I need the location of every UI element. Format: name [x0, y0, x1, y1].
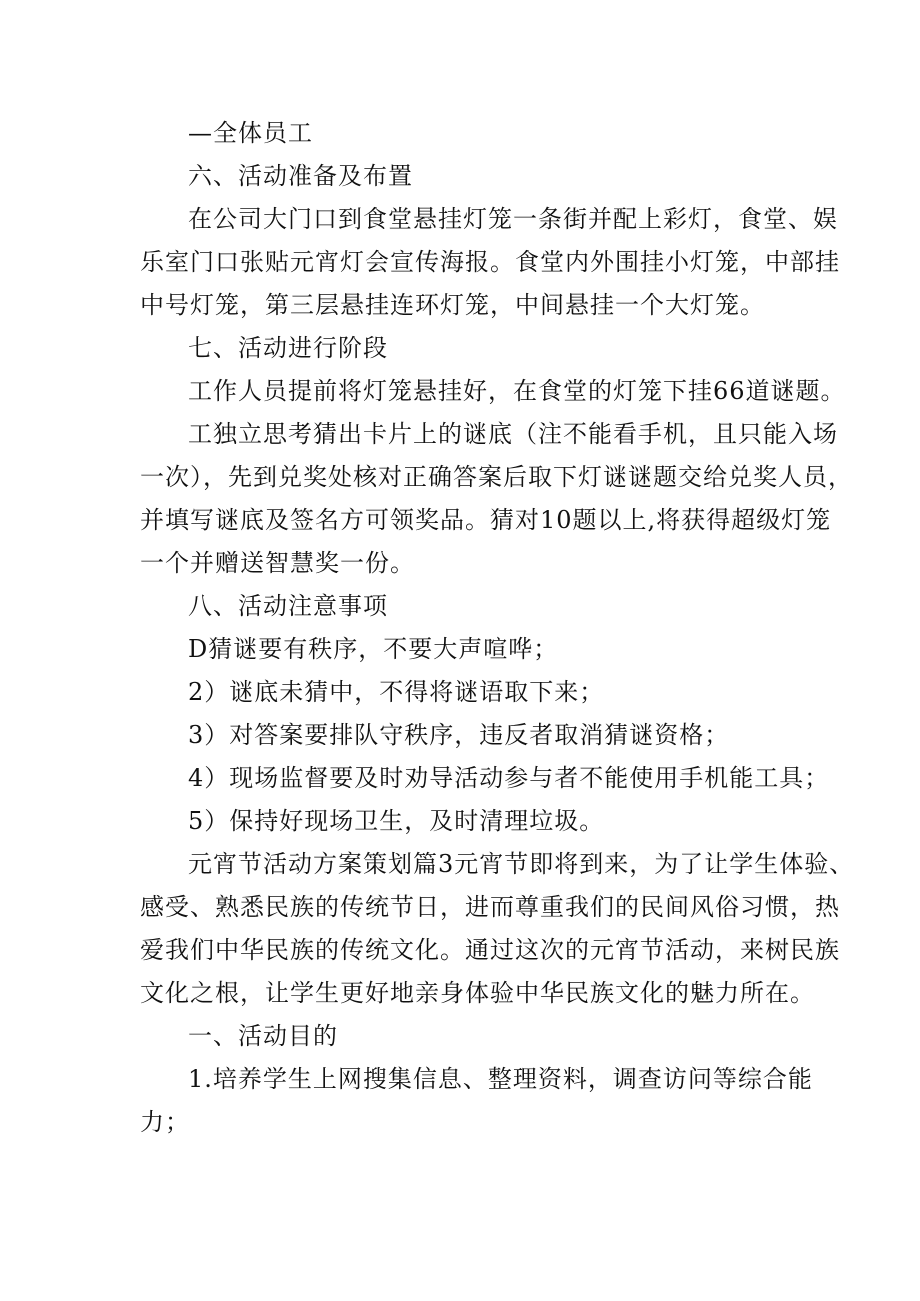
list-item: 1.培养学生上网搜集信息、整理资料，调查访问等综合能 [188, 1065, 813, 1093]
list-item: 5）保持好现场卫生，及时清理垃圾。 [188, 807, 605, 835]
text-line: 一个并赠送智慧奖一份。 [140, 549, 415, 577]
list-item: 4）现场监督要及时劝导活动参与者不能使用手机能工具； [188, 764, 830, 792]
text-line: 工作人员提前将灯笼悬挂好，在食堂的灯笼下挂66道谜题。 [188, 377, 846, 405]
text-line: 力； [140, 1108, 190, 1136]
text-line: —全体员工 [188, 119, 313, 147]
section-heading: 六、活动准备及布置 [188, 162, 413, 190]
text-line: 文化之根，让学生更好地亲身体验中华民族文化的魅力所在。 [140, 979, 815, 1007]
section-heading: 一、活动目的 [188, 1022, 338, 1050]
text-line: 感受、熟悉民族的传统节日，进而尊重我们的民间风俗习惯，热 [140, 893, 840, 921]
text-line: 元宵节活动方案策划篇3元宵节即将到来，为了让学生体验、 [188, 850, 855, 878]
text-line: 中号灯笼，第三层悬挂连环灯笼，中间悬挂一个大灯笼。 [140, 291, 765, 319]
text-line: 并填写谜底及签名方可领奖品。猜对10题以上,将获得超级灯笼 [140, 506, 832, 534]
list-item: 2）谜底未猜中，不得将谜语取下来； [188, 678, 605, 706]
text-line: 一次），先到兑奖处核对正确答案后取下灯谜谜题交给兑奖人员， [140, 463, 853, 491]
section-heading: 七、活动进行阶段 [188, 334, 388, 362]
list-item: D猜谜要有秩序，不要大声喧哗； [188, 635, 559, 663]
text-line: 在公司大门口到食堂悬挂灯笼一条街并配上彩灯，食堂、娱 [188, 205, 838, 233]
section-heading: 八、活动注意事项 [188, 592, 388, 620]
text-line: 乐室门口张贴元宵灯会宣传海报。食堂内外围挂小灯笼，中部挂 [140, 248, 840, 276]
list-item: 3）对答案要排队守秩序，违反者取消猜谜资格； [188, 721, 730, 749]
text-line: 爱我们中华民族的传统文化。通过这次的元宵节活动，来树民族 [140, 936, 840, 964]
text-line: 工独立思考猜出卡片上的谜底（注不能看手机，且只能入场 [188, 420, 838, 448]
